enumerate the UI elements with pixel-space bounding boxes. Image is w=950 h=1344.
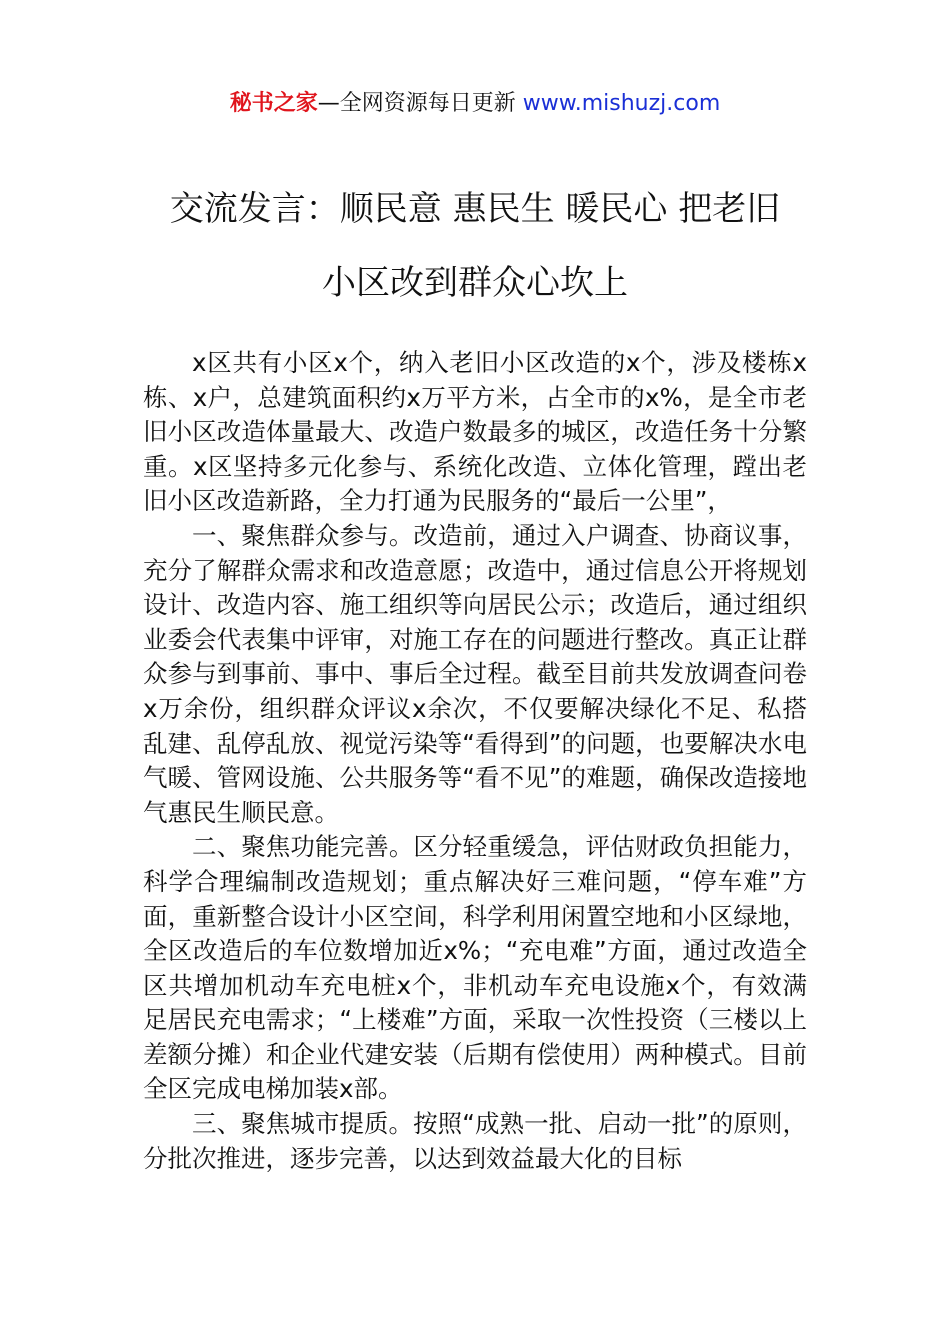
site-header	[0, 86, 950, 122]
paragraph-section-2: 二、聚焦功能完善。区分轻重缓急，评估财政负担能力，科学合理编制改造规划；重点解决好三难问题，“停车难”方面，重新整合设计小区空间，科学利用闲置空地和小区绿地，全区改造后的车位数增加近x%；“充电难”方面，通过改造全区共增加机动车充电桩x个，非机动车充电设施x个，有效满足居民充电需求；“上楼难”方面，采取一次性投资（三楼以上差额分摊）和企业代建安装（后期有偿使用）两种模式。目前全区完成电梯加装x部。	[143, 832, 807, 1104]
paragraph-section-1: 一、聚焦群众参与。改造前，通过入户调查、协商议事，充分了解群众需求和改造意愿；改造中，通过信息公开将规划设计、改造内容、施工组织等向居民公示；改造后，通过组织业委会代表集中评审，对施工存在的问题进行整改。真正让群众参与到事前、事中、事后全过程。截至目前共发放调查问卷x万余份，组织群众评议x余次，不仅要解决绿化不足、私搭乱建、乱停乱放、视觉污染等“看得到”的问题，也要解决水电气暖、管网设施、公共服务等“看不见”的难题，确保改造接地气惠民生顺民意。	[143, 520, 807, 827]
paragraph-intro: x区共有小区x个，纳入老旧小区改造的x个，涉及楼栋x栋、x户，总建筑面积约x万平方米，占全市的x%，是全市老旧小区改造体量最大、改造户数最多的城区，改造任务十分繁重。x区坚持多元化参与、系统化改造、立体化管理，蹚出老旧小区改造新路，全力打通为民服务的“最后一公里”，	[143, 348, 807, 516]
document-body	[143, 346, 807, 1176]
header-tagline: —全网资源每日更新	[317, 91, 523, 116]
paragraph-section-3: 三、聚焦城市提质。按照“成熟一批、启动一批”的原则，分批次推进，逐步完善，以达到效益最大化的目标	[143, 1109, 807, 1173]
document-title-line-1: 交流发言：顺民意 惠民生 暖民心 把老旧	[169, 189, 781, 229]
site-url-link[interactable]: www.mishuzj.com	[522, 91, 721, 116]
document-title-line-2: 小区改到群众心坎上	[322, 263, 628, 303]
brand-name: 秘书之家	[229, 91, 318, 116]
document-title	[140, 172, 810, 320]
